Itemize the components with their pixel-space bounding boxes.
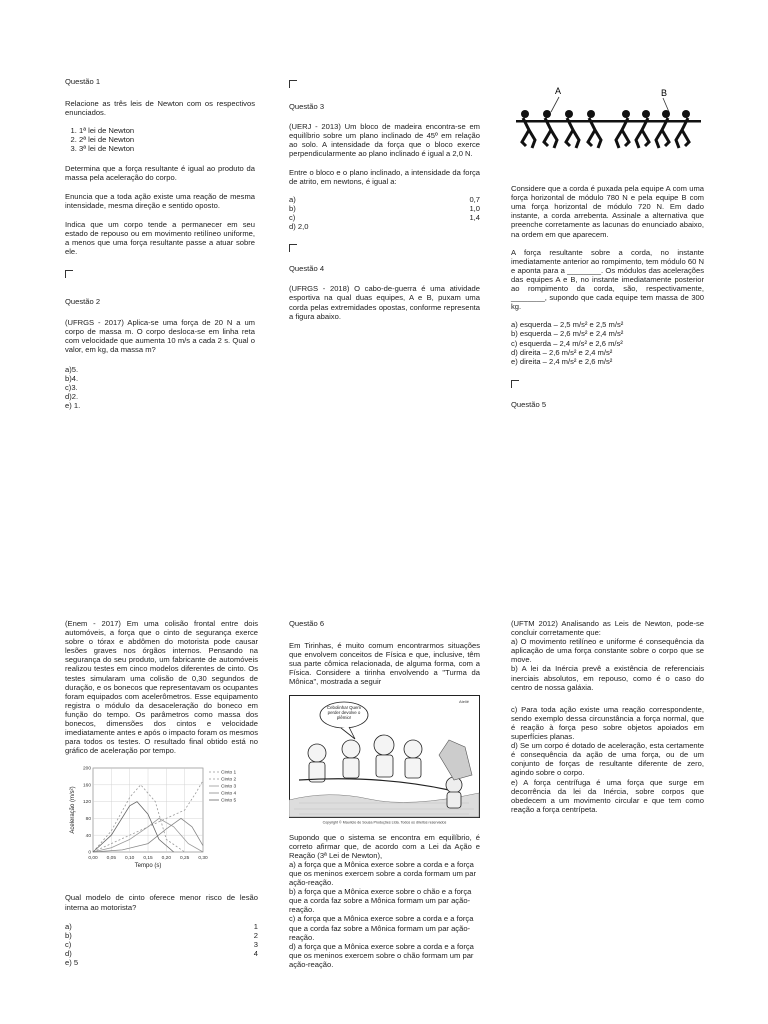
law-item: 3. 3ª lei de Newton [79, 144, 255, 153]
question-4-options [511, 320, 704, 365]
question-3-options [289, 195, 480, 231]
law-item: 1. 1ª lei de Newton [79, 126, 255, 135]
x-tick-label: 0,05 [106, 856, 117, 862]
corner-mark-icon [511, 380, 519, 388]
question-6-text-2: Supondo que o sistema se encontra em equilíbrio, é correto afirmar que, de acordo com a Lei da Ação e Reação (3ª Lei de Newton), [289, 832, 480, 860]
x-axis-label: Tempo (s) [134, 863, 162, 870]
y-tick-label: 200 [82, 767, 91, 773]
comic-credit: Copyright © Mauricio de Sousa Produções Ltda. Todos os direitos reservados [322, 820, 447, 825]
option: a)5. [65, 364, 79, 374]
question-3 [289, 80, 480, 321]
question-4-text: (UFRGS - 2018) O cabo-de-guerra é uma atividade esportiva na qual duas equipes, A e B, puxam uma corda pelas extremidades opostas, conforme representa a figura abaixo. [289, 284, 480, 321]
legend-entry: Cinto 4 [221, 792, 237, 798]
uftm-text: (UFTM 2012) Analisando as Leis de Newton, pode-se concluir corretamente que: [511, 619, 704, 638]
x-tick-label: 0,20 [161, 856, 172, 862]
question-5-title: Questão 5 [511, 399, 547, 409]
uftm-option-d: d) Se um corpo é dotado de aceleração, esta certamente é consequência da ação de uma força, ou de um conjunto de forças de resultante diferente de zero, agindo sobre o corpo. [511, 741, 704, 778]
question-6-title: Questão 6 [289, 619, 325, 628]
y-tick-label: 80 [85, 817, 91, 823]
question-3-title: Questão 3 [289, 102, 325, 112]
team-b-figures [616, 110, 690, 148]
option: c) 1,4 [289, 212, 480, 222]
x-tick-label: 0,15 [143, 856, 153, 862]
y-tick-label: 160 [82, 783, 91, 789]
option: c)3. [65, 383, 78, 393]
y-tick-label: 120 [82, 800, 91, 806]
statement-1: Determina que a força resultante é igual ao produto da massa pela aceleração do corpo. [65, 163, 255, 182]
option: e) 1. [65, 401, 81, 411]
newton-laws-list [65, 126, 255, 153]
option: c) 3 [65, 939, 258, 949]
x-tick-label: 0,30 [198, 856, 208, 862]
x-tick-label: 0,00 [88, 856, 98, 862]
question-2-text: (UFRGS - 2017) Aplica-se uma força de 20 N a um corpo de massa m. O corpo desloca-se em linha reta com velocidade que aumenta 10 m/s a cada 2 s. Qual o valor, em kg, da massa m? [65, 317, 255, 354]
statement-2: Enuncia que a toda ação existe uma reação de mesma intensidade, mesma direção e sentido oposto. [65, 191, 255, 210]
uftm-option-c: c) Para toda ação existe uma reação correspondente, sendo exemplo dessa circunstância a força normal, que é reação à força peso sobre objetos apoiados em superfícies planas. [511, 704, 704, 742]
uftm-option-e: e) A força centrífuga é uma força que surge em decorrência da lei da Inércia, sobre corpos que obedecem a um movimento circular e que tem como reação a força centrípeta. [511, 777, 704, 814]
uftm-option-a: a) O movimento retilíneo e uniforme é consequência da aplicação de uma força constante sobre o corpo que se move. [511, 637, 704, 665]
question-4-continued [511, 84, 704, 409]
option: a) esquerda – 2,5 m/s² e 2,5 m/s² [511, 320, 624, 330]
legend-entry: Cinto 3 [221, 785, 237, 791]
question-6-text: Em Tirinhas, é muito comum encontrarmos situações que envolvem conceitos de Física e que, inclusive, têm sua parte cômica relacionada, de alguma forma, com a Física. Considere a tirinha envolvendo a "Turma da Mônica", mostrada a seguir [289, 641, 480, 687]
corner-mark-icon [65, 270, 73, 278]
legend-entry: Cinto 1 [221, 771, 237, 777]
option: b)4. [65, 373, 79, 383]
option: e) 5 [65, 957, 79, 967]
question-5-enem [65, 619, 258, 967]
option: d) 4 [65, 948, 258, 958]
x-tick-label: 0,25 [179, 856, 190, 862]
y-tick-label: 0 [88, 851, 91, 857]
svg-text:Ateliê: Ateliê [459, 698, 470, 704]
tug-of-war-figure [511, 84, 704, 174]
corner-mark-icon [289, 80, 297, 88]
legend-entry: Cinto 2 [221, 778, 237, 784]
enem-text: (Enem - 2017) Em uma colisão frontal entre dois automóveis, a força que o cinto de segurança exerce sobre o tórax e abdômen do motorista pode causar lesões graves nos órgãos internos. Pensando na segurança do seu produto, um fabricante de automóveis realizou testes em cinco modelos diferentes de cinto. Os testes simularam uma colisão de 0,30 segundos de duração, e os bonecos que representavam os ocupantes foram equipados com acelerômetros. Esse equipamento registra o módulo da desaceleração do boneco em função do tempo. Os parâmetros como massa dos bonecos, dimensões dos cintos e velocidade imediatamente antes e após o impacto foram os mesmos para todos os testes. O resultado final obtido está no gráfico de aceleração por tempo. [65, 619, 258, 756]
team-b-label: B [661, 88, 668, 98]
question-1 [65, 77, 255, 410]
law-item: 2. 2ª lei de Newton [79, 135, 255, 144]
option: b) 2 [65, 930, 258, 940]
legend-entry: Cinto 5 [221, 799, 237, 805]
acceleration-chart [65, 764, 258, 879]
team-a-figures [521, 110, 601, 148]
option: d) a força que a Mônica exerce sobre a corda e a força que os meninos exercem sobre o chão formam um par ação-reação. [289, 941, 474, 969]
option: d)2. [65, 392, 79, 402]
question-2-options [65, 365, 255, 410]
option: b) a força que a Mônica exerce sobre o chão e a força que a corda faz sobre a Mônica formam um par ação-reação. [289, 887, 472, 915]
enem-options [65, 922, 258, 967]
option: d) direita – 2,6 m/s² e 2,4 m/s² [511, 347, 613, 357]
corner-mark-icon [289, 244, 297, 252]
option: c) esquerda – 2,4 m/s² e 2,6 m/s² [511, 338, 623, 348]
option: c) a força que a Mônica exerce sobre a corda e a força que a corda faz sobre a Mônica formam um par ação-reação. [289, 914, 474, 942]
question-2-title: Questão 2 [65, 297, 101, 307]
question-6 [289, 619, 480, 969]
question-4-text-3: A força resultante sobre a corda, no instante imediatamente anterior ao rompimento, tem módulo 60 N e aponta para a ________. Os módulos das acelerações das equipes A e B, no instante imediatamente posterior ao rompimento da corda, são, respectivamente, ________, supondo que cada equipe tem massa de 300 kg. [511, 247, 704, 312]
option: b) 1,0 [289, 203, 480, 213]
question-1-title: Questão 1 [65, 77, 101, 86]
statement-3: Indica que um corpo tende a permanecer em seu estado de repouso ou em movimento retilíneo uniforme, a menos que uma força resultante passe a atuar sobre ele. [65, 219, 255, 257]
speech-bubble-text: Cebolinha! Quem perder devolve o plêmio! [326, 704, 362, 720]
team-a-label: A [555, 86, 562, 96]
question-4-title: Questão 4 [289, 264, 325, 274]
y-tick-label: 40 [85, 834, 91, 840]
option: e) direita – 2,4 m/s² e 2,6 m/s² [511, 356, 613, 366]
uftm-option-b: b) A lei da Inércia prevê a existência de referenciais inerciais absolutos, em repouso, como é o caso do centro de nossa galáxia. [511, 664, 704, 692]
x-tick-label: 0,10 [124, 856, 135, 862]
question-3-text: (UERJ - 2013) Um bloco de madeira encontra-se em equilíbrio sobre um plano inclinado de 45º em relação ao solo. A intensidade da força que o bloco exerce perpendicularmente ao plano inclinado é igual a 2,0 N. [289, 122, 480, 159]
question-1-intro: Relacione as três leis de Newton com os respectivos enunciados. [65, 99, 255, 118]
y-axis-label: Aceleração (m/s²) [70, 786, 76, 835]
option: a) 0,7 [289, 194, 480, 204]
question-4-text-2: Considere que a corda é puxada pela equipe A com uma força horizontal de módulo 780 N e pela equipe B com uma força horizontal de módulo 720 N. Em dado instante, a corda arrebenta. Assinale a alternativa que preenche corretamente as lacunas do enunciado abaixo, na ordem em que aparecem. [511, 184, 704, 239]
option: a) a força que a Mônica exerce sobre a corda e a força que os meninos exercem sobre a corda formam um par ação-reação. [289, 859, 476, 888]
question-3-text-2: Entre o bloco e o plano inclinado, a intensidade da força de atrito, em newtons, é igual a: [289, 167, 480, 186]
question-uftm [511, 619, 704, 814]
option: b) esquerda – 2,6 m/s² e 2,4 m/s² [511, 329, 624, 339]
question-6-options [289, 860, 480, 969]
comic-strip [289, 695, 480, 825]
option: d) 2,0 [289, 222, 309, 232]
enem-question: Qual modelo de cinto oferece menor risco de lesão interna ao motorista? [65, 893, 258, 912]
option: a) 1 [65, 921, 258, 931]
